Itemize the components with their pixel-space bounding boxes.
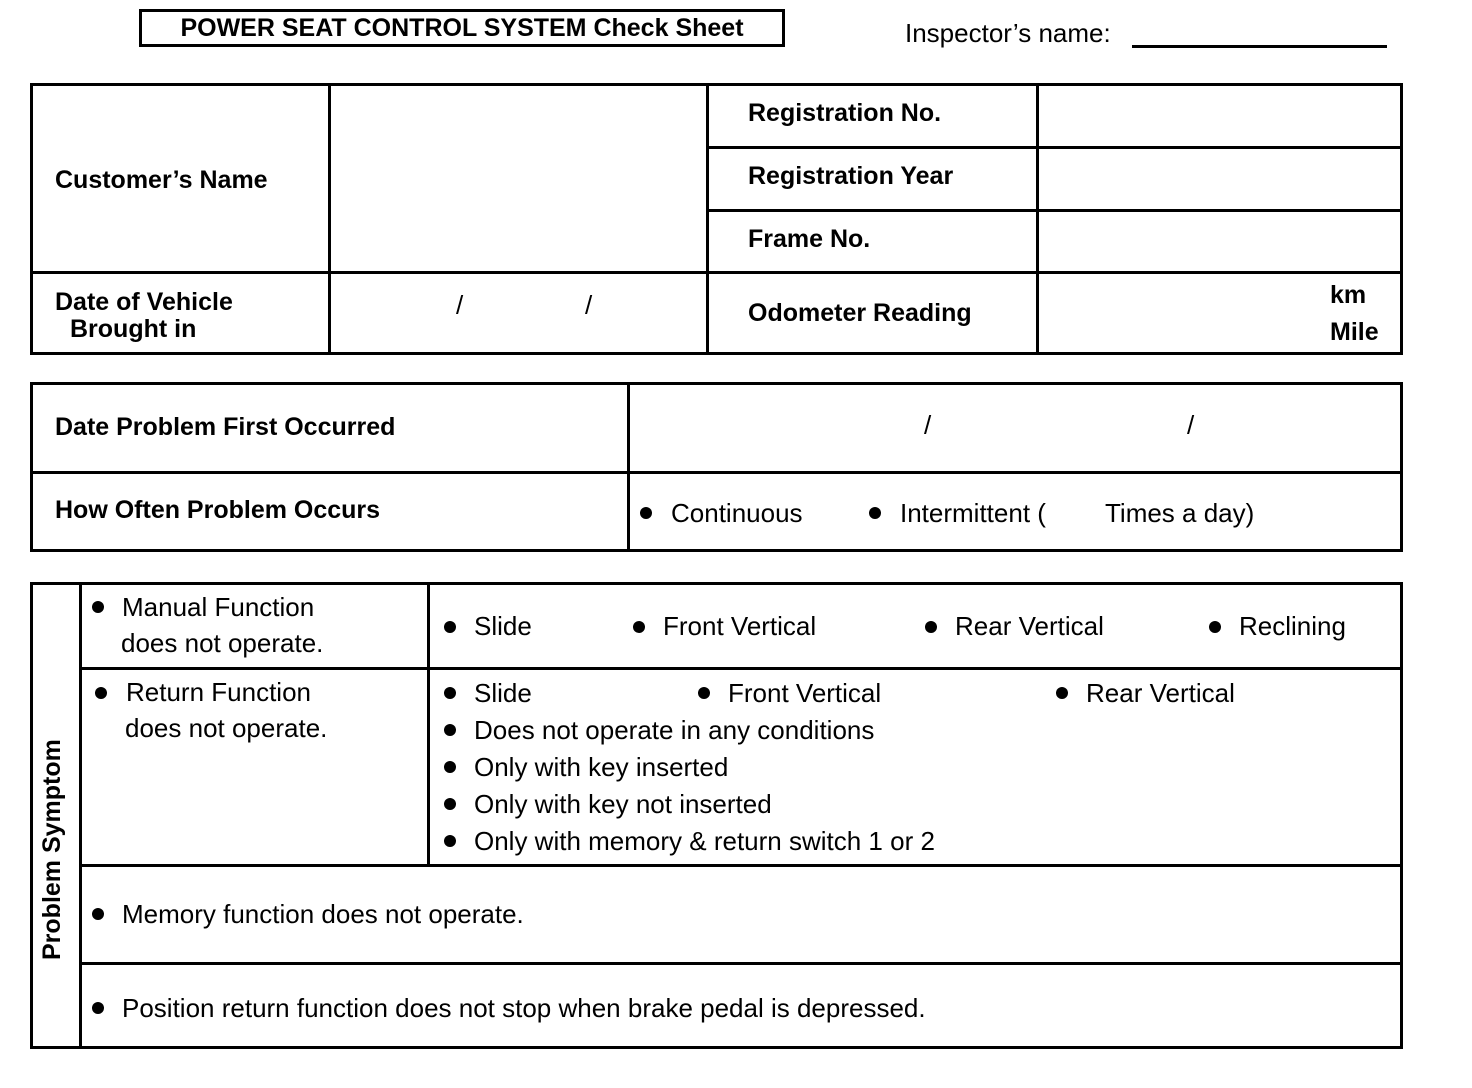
registration-no-field[interactable] xyxy=(1040,87,1400,145)
return-condition-memory-switch[interactable]: Only with memory & return switch 1 or 2 xyxy=(474,826,935,856)
customer-name-field[interactable] xyxy=(332,87,704,270)
date-separator: / xyxy=(1187,410,1195,440)
inspector-name-label: Inspector’s name: xyxy=(905,18,1111,48)
bullet-icon xyxy=(633,621,645,633)
divider xyxy=(1036,83,1039,355)
bullet-icon xyxy=(640,507,652,519)
bullet-icon xyxy=(92,908,104,920)
divider xyxy=(328,83,331,355)
bullet-icon xyxy=(444,835,456,847)
bullet-icon xyxy=(1056,687,1068,699)
divider xyxy=(30,271,1403,274)
divider xyxy=(706,209,1403,212)
divider xyxy=(79,962,1403,965)
manual-option-reclining[interactable]: Reclining xyxy=(1239,611,1346,641)
return-condition-any[interactable]: Does not operate in any conditions xyxy=(474,715,875,745)
bullet-icon xyxy=(925,621,937,633)
bullet-icon xyxy=(444,761,456,773)
manual-function-label[interactable]: Manual Function xyxy=(122,592,315,622)
bullet-icon xyxy=(444,687,456,699)
bullet-icon xyxy=(444,621,456,633)
problem-symptom-label: Problem Symptom xyxy=(38,739,66,960)
bullet-icon xyxy=(444,724,456,736)
option-continuous[interactable]: Continuous xyxy=(671,498,803,528)
return-option-rear-vertical[interactable]: Rear Vertical xyxy=(1086,678,1235,708)
bullet-icon xyxy=(95,687,107,699)
divider xyxy=(79,864,1403,867)
divider xyxy=(30,471,1403,474)
registration-no-label: Registration No. xyxy=(748,99,942,127)
return-condition-key-not-inserted[interactable]: Only with key not inserted xyxy=(474,789,772,819)
date-separator: / xyxy=(924,410,932,440)
bullet-icon xyxy=(698,687,710,699)
bullet-icon xyxy=(92,601,104,613)
frame-no-field[interactable] xyxy=(1040,213,1400,270)
divider xyxy=(627,382,630,552)
return-option-front-vertical[interactable]: Front Vertical xyxy=(728,678,882,708)
date-first-occurred-label: Date Problem First Occurred xyxy=(55,413,396,441)
sheet-title: POWER SEAT CONTROL SYSTEM Check Sheet xyxy=(139,9,785,47)
manual-option-rear-vertical[interactable]: Rear Vertical xyxy=(955,611,1104,641)
frame-no-label: Frame No. xyxy=(748,225,871,253)
return-function-label: does not operate. xyxy=(125,713,328,743)
how-often-label: How Often Problem Occurs xyxy=(55,496,381,524)
date-brought-in-label: Brought in xyxy=(70,315,197,343)
divider xyxy=(427,582,430,867)
manual-function-label: does not operate. xyxy=(121,628,324,658)
date-brought-in-label: Date of Vehicle xyxy=(55,288,233,316)
return-function-label[interactable]: Return Function xyxy=(126,677,311,707)
divider xyxy=(79,582,82,1049)
bullet-icon xyxy=(869,507,881,519)
unit-mile[interactable]: Mile xyxy=(1330,318,1379,346)
times-a-day-label: Times a day) xyxy=(1105,498,1255,528)
customer-name-label: Customer’s Name xyxy=(55,166,268,194)
memory-function-option[interactable]: Memory function does not operate. xyxy=(122,899,524,929)
manual-option-slide[interactable]: Slide xyxy=(474,611,532,641)
odometer-field[interactable] xyxy=(1040,275,1320,351)
position-return-option[interactable]: Position return function does not stop when brake pedal is depressed. xyxy=(122,993,926,1023)
manual-option-front-vertical[interactable]: Front Vertical xyxy=(663,611,817,641)
option-intermittent[interactable]: Intermittent ( xyxy=(900,498,1046,528)
bullet-icon xyxy=(92,1002,104,1014)
bullet-icon xyxy=(444,798,456,810)
bullet-icon xyxy=(1209,621,1221,633)
divider xyxy=(79,667,1403,670)
inspector-name-field[interactable] xyxy=(1132,45,1387,48)
return-option-slide[interactable]: Slide xyxy=(474,678,532,708)
divider xyxy=(706,146,1403,149)
registration-year-label: Registration Year xyxy=(748,162,954,190)
unit-km[interactable]: km xyxy=(1330,281,1367,309)
date-separator: / xyxy=(585,290,593,320)
date-separator: / xyxy=(456,290,464,320)
divider xyxy=(706,83,709,355)
odometer-label: Odometer Reading xyxy=(748,299,972,327)
return-condition-key-inserted[interactable]: Only with key inserted xyxy=(474,752,729,782)
registration-year-field[interactable] xyxy=(1040,150,1400,208)
